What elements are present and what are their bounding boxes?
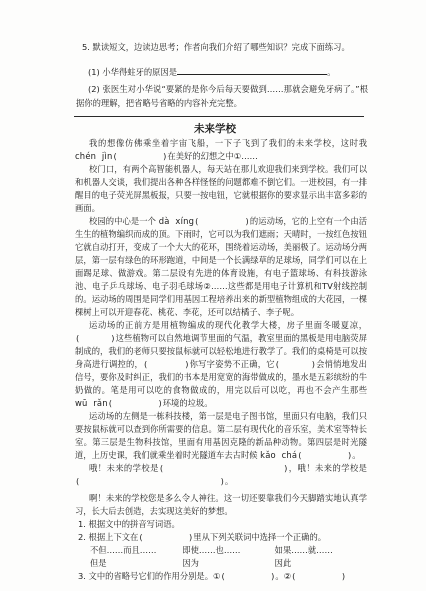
question-3 [75,570,367,583]
paragraph-text: 环境的垃圾。 [162,398,213,408]
paragraph-text: ，哦！未来的学校是 [288,463,367,473]
article-body [75,137,367,518]
pinyin-prompt: wū rǎn [75,398,108,408]
answer-blank: ( ) [112,151,168,161]
exercise-questions [75,518,367,583]
pinyin-prompt: dà xíng [158,216,195,226]
article-paragraph [75,410,367,462]
paragraph-text: 运动场的正前方是用植物编成的现代化教学大楼，房子里面冬暖夏凉， [89,320,367,330]
answer-blank: ( ) [274,359,316,369]
answer-line [177,65,327,75]
connective-options-row [75,544,367,557]
article-paragraph [75,137,367,163]
question-5 [76,40,368,110]
paragraph-text: 我的想像仿佛乘坐着宇宙飞船，一下子飞到了我们的未来学校，这时我 [89,138,367,148]
pinyin-prompt: chén jìn [75,151,113,161]
paragraph-text: 会悄悄地发出信号，要你及时纠正，我们的书本是用宽宽的海带做成的，墨水是五彩缤纷的牛奶做的。笔是用可以吃的食物做成的，用完以后可以吃，再也不会产生那些 [75,359,367,395]
question-5-part-2: (2) 张医生对小华说“要紧的是你今后每天要做到……那就会避免牙病了。”根据你的理解，把省略号省略的内容补充完整。 [76,84,368,108]
paragraph-text: 校园的中心是一个 [89,216,159,226]
connective-option: 因为 [182,558,199,568]
article [75,121,367,583]
connective-option: 不但……而且…… [90,545,157,555]
connective-option: 如果……就…… [274,545,333,555]
paragraph-text: 运动场的左侧是一栋科技楼，第一层是电子图书馆，里面只有电脑，我们只要按鼠标就可以查到你所需要的信息。第二层有现代化的音乐室，美术室等特长室。第三层是生物科技馆，里面有用基因克隆的新品种动物。第四层是时光隧道，上历史课，我们就乘坐着时光隧道车去古时候 [75,411,367,460]
question-2-text-end: 里从下列关联词中选择一个正确的。 [193,532,327,542]
question-2-text: 2. 根据上下文在 [78,532,139,542]
question-2 [75,531,367,544]
part-1-end: 。 [327,67,336,77]
connective-option: 但是 [90,558,107,568]
paragraph-text: 你写字姿势不正确，它 [189,359,275,369]
article-paragraph [75,319,367,410]
answer-blank: ( ) [143,359,190,369]
answer-blank: ( ) [138,532,194,542]
paragraph-text: 校门口，有两个高智能机器人，每天站在那儿欢迎我们来到学校。我们可以和机器人交谈，我们提出各种各样怪怪的问题都难不倒它们。一进校园，有一排醒目的电子荧光屏黑板报，只要一按电钮，它就根据你的要求显示出丰富多彩的画面。 [75,164,367,213]
answer-blank: ( ) [75,476,225,486]
question-3-text: 3. 文中的省略号它们的作用分别是。① [78,571,221,581]
article-title: 未来学校 [194,123,236,135]
answer-blank: ( ) [220,571,276,581]
article-paragraph [75,492,367,518]
article-paragraph [75,163,367,215]
answer-blank: ( ) [107,398,163,408]
paragraph-text: 。 [352,450,361,460]
paragraph-text: 在美好的幻想之中①…… [167,151,258,161]
question-3-text-mid: 。② [275,571,292,581]
answer-blank: ( ) [158,463,289,473]
answer-blank: ( ) [297,450,353,460]
article-paragraph [75,462,367,488]
connective-option: 即使……也…… [182,545,241,555]
paragraph-text: 这些植物可以自然地调节里面的气温，教室里面的黑板是用电脑荧屏制成的，我们的老师只要按鼠标就可以轻松地进行教学了。我们的桌椅是可以按身高进行调控的， [75,333,367,369]
pinyin-prompt: kǎo chá [260,450,298,460]
article-paragraph [75,215,367,319]
answer-blank: ( ) [194,216,250,226]
section-divider [74,116,364,117]
question-5-prompt: 5. 默读短文，边读边思考；作者向我们介绍了哪些知识？完成下面练习。 [82,42,350,52]
paragraph-text: 哦！未来的学校是 [89,463,159,473]
connective-option: 因此 [274,558,292,568]
answer-blank: ( ) [291,571,347,581]
paragraph-text: 的运动场，它的上空有一个由活生生的植物编织而成的顶。下雨时，它可以为我们遮雨；天晴时，一按红色按钮它就自动打开，变成了一个大大的花环，围绕着运动场，美丽极了。运动场分两层，第一层有绿色的环形跑道，中间是一个长满绿草的足球场，同学们可以在上面踢足球、做游戏。第二层设有先进的体育设施，有电子篮球场、有科技游泳池、电子乒乓球场、电子羽毛球场②……这些都是用电子计算机和TV射线控制的。运动场的周围是同学们用基因工程培养出来的新型植物组成的大花园，一棵棵树上可以开迎春花、桃花、李花，还可以结橘子、李子呢。 [75,216,368,317]
answer-blank: ( ) [75,333,116,343]
connective-options-row [75,557,367,570]
paragraph-text: 。 [224,476,234,486]
part-1-text: (1) 小华得蛀牙的原因是 [88,67,178,77]
paragraph-text: 啊！未来的学校您是多么令人神往。这一切还要靠我们今天脚踏实地认真学习，长大后去创造，去实现这美好的梦想。 [75,493,367,516]
question-1: 1. 根据文中的拼音写词语。 [78,519,180,529]
question-5-part-1 [76,65,368,79]
